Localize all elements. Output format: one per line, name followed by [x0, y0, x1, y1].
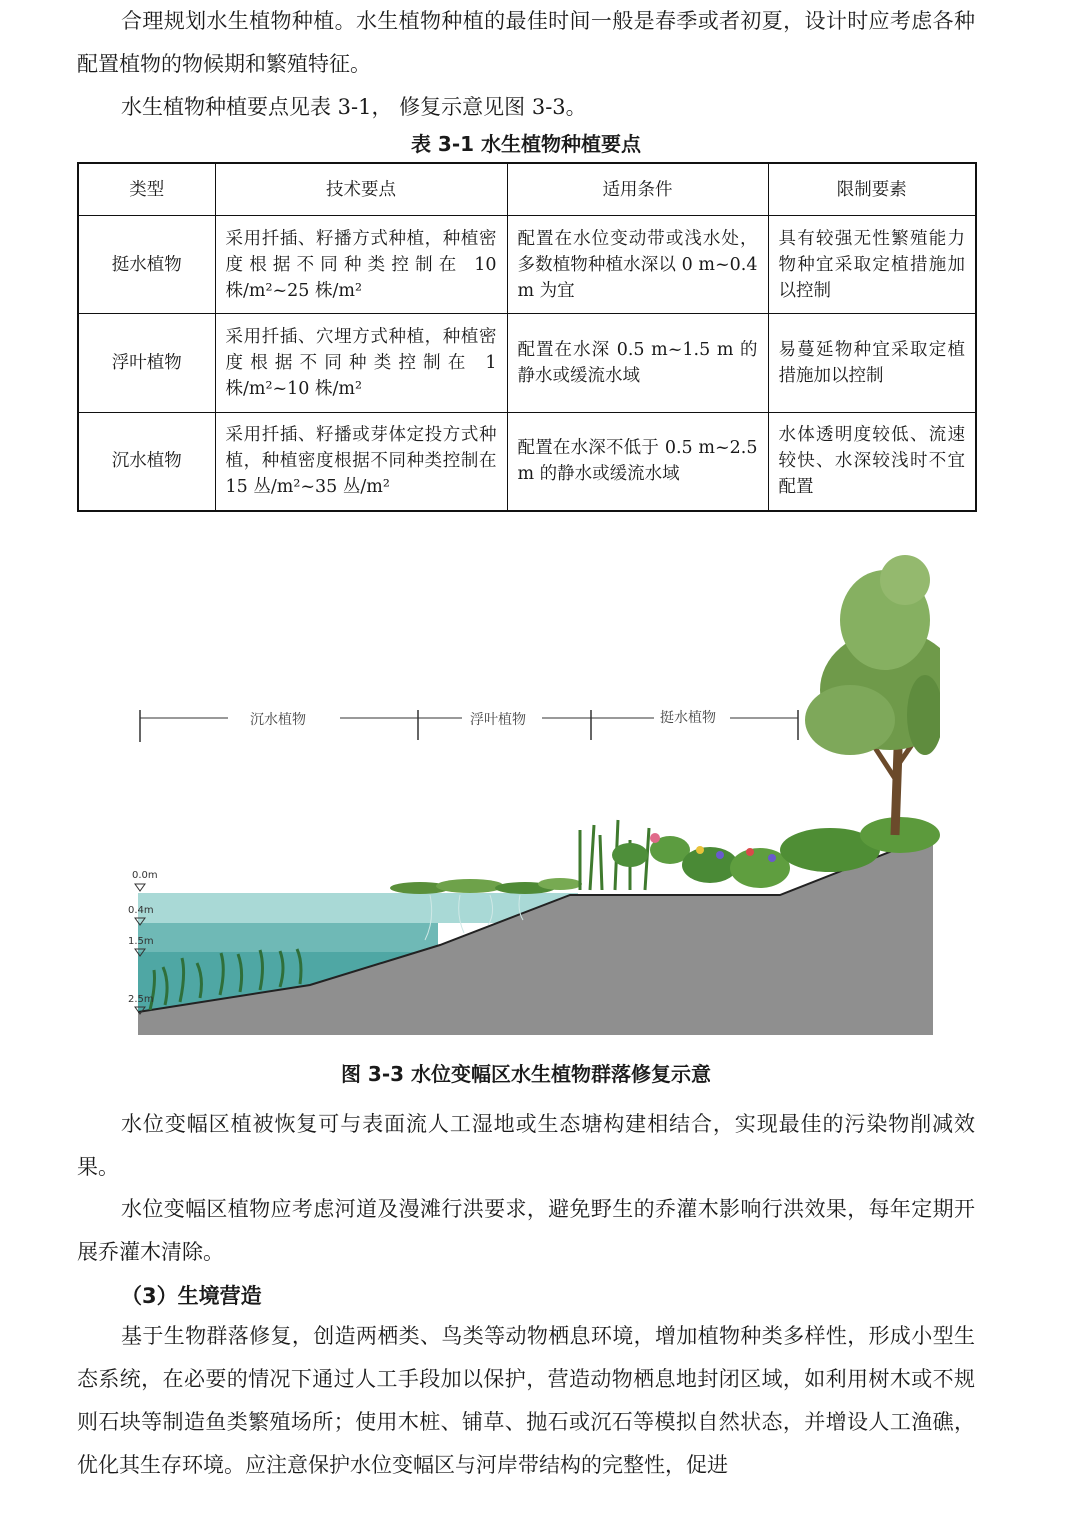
- body-paragraph: 水位变幅区植被恢复可与表面流人工湿地或生态塘构建相结合，实现最佳的污染物削减效果。: [77, 1112, 975, 1179]
- body-paragraph: 水位变幅区植物应考虑河道及漫滩行洪要求，避免野生的乔灌木影响行洪效果，每年定期开展乔灌木清除。: [77, 1197, 975, 1264]
- cell-cond: 配置在水深不低于 0.5 m~2.5 m 的静水或缓流水域: [507, 412, 768, 511]
- header-cond: 适用条件: [507, 163, 768, 216]
- depth-label: 0.4m: [128, 905, 154, 916]
- cell-tech: 采用扦插、籽播或芽体定投方式种植，种植密度根据不同种类控制在 15 丛/m²~35 丛/m²: [215, 412, 507, 511]
- planting-table: [77, 162, 977, 512]
- depth-label: 2.5m: [128, 994, 154, 1005]
- figure-caption: 图 3-3 水位变幅区水生植物群落修复示意: [340, 1062, 712, 1086]
- tree-icon: [805, 555, 940, 835]
- cell-limit: 水体透明度较低、流速较快、水深较浅时不宜配置: [768, 412, 976, 511]
- cell-tech: 采用扦插、穴埋方式种植，种植密度根据不同种类控制在 1 株/m²~10 株/m²: [215, 314, 507, 412]
- zone-label-floating: 浮叶植物: [470, 712, 526, 728]
- table-caption: 表 3-1 水生植物种植要点: [410, 132, 642, 156]
- intro-paragraph: 合理规划水生植物种植。水生植物种植的最佳时间一般是春季或者初夏，设计时应考虑各种配置植物的物候期和繁殖特征。: [77, 9, 975, 76]
- mid-water: [138, 922, 438, 952]
- depth-label: 1.5m: [128, 936, 154, 947]
- header-type: 类型: [78, 163, 215, 216]
- body-paragraph: 基于生物群落修复，创造两栖类、鸟类等动物栖息环境，增加植物种类多样性，形成小型生态系统，在必要的情况下通过人工手段加以保护，营造动物栖息地封闭区域，如利用树木或不规则石块等制造鱼类繁殖场所；使用木桩、铺草、抛石或沉石等模拟自然状态，并增设人工渔礁，优化其生存环境。应注意保护水位变幅区与河岸带结构的完整性，促进: [77, 1324, 975, 1477]
- depth-label: 0.0m: [132, 870, 158, 881]
- restoration-cross-section-figure: [110, 550, 940, 1040]
- cell-type: 浮叶植物: [78, 314, 215, 412]
- table-row: [78, 412, 976, 511]
- cell-cond: 配置在水深 0.5 m~1.5 m 的静水或缓流水域: [507, 314, 768, 412]
- cell-limit: 易蔓延物种宜采取定植措施加以控制: [768, 314, 976, 412]
- cell-cond: 配置在水位变动带或浅水处，多数植物种植水深以 0 m~0.4 m 为宜: [507, 216, 768, 314]
- table-header-row: [78, 163, 976, 216]
- zone-label-submerged: 沉水植物: [250, 712, 306, 728]
- cell-type: 沉水植物: [78, 412, 215, 511]
- table-row: [78, 314, 976, 412]
- header-limit: 限制要素: [768, 163, 976, 216]
- table-row: [78, 216, 976, 314]
- header-tech: 技术要点: [215, 163, 507, 216]
- section-heading: （3）生境营造: [121, 1284, 262, 1308]
- intro-reference: 水生植物种植要点见表 3-1， 修复示意见图 3-3。: [121, 95, 587, 119]
- zone-label-emergent: 挺水植物: [660, 710, 716, 726]
- cell-type: 挺水植物: [78, 216, 215, 314]
- cell-tech: 采用扦插、籽播方式种植，种植密度根据不同种类控制在 10 株/m²~25 株/m²: [215, 216, 507, 314]
- cell-limit: 具有较强无性繁殖能力物种宜采取定植措施加以控制: [768, 216, 976, 314]
- zone-dimension-line: [140, 709, 798, 742]
